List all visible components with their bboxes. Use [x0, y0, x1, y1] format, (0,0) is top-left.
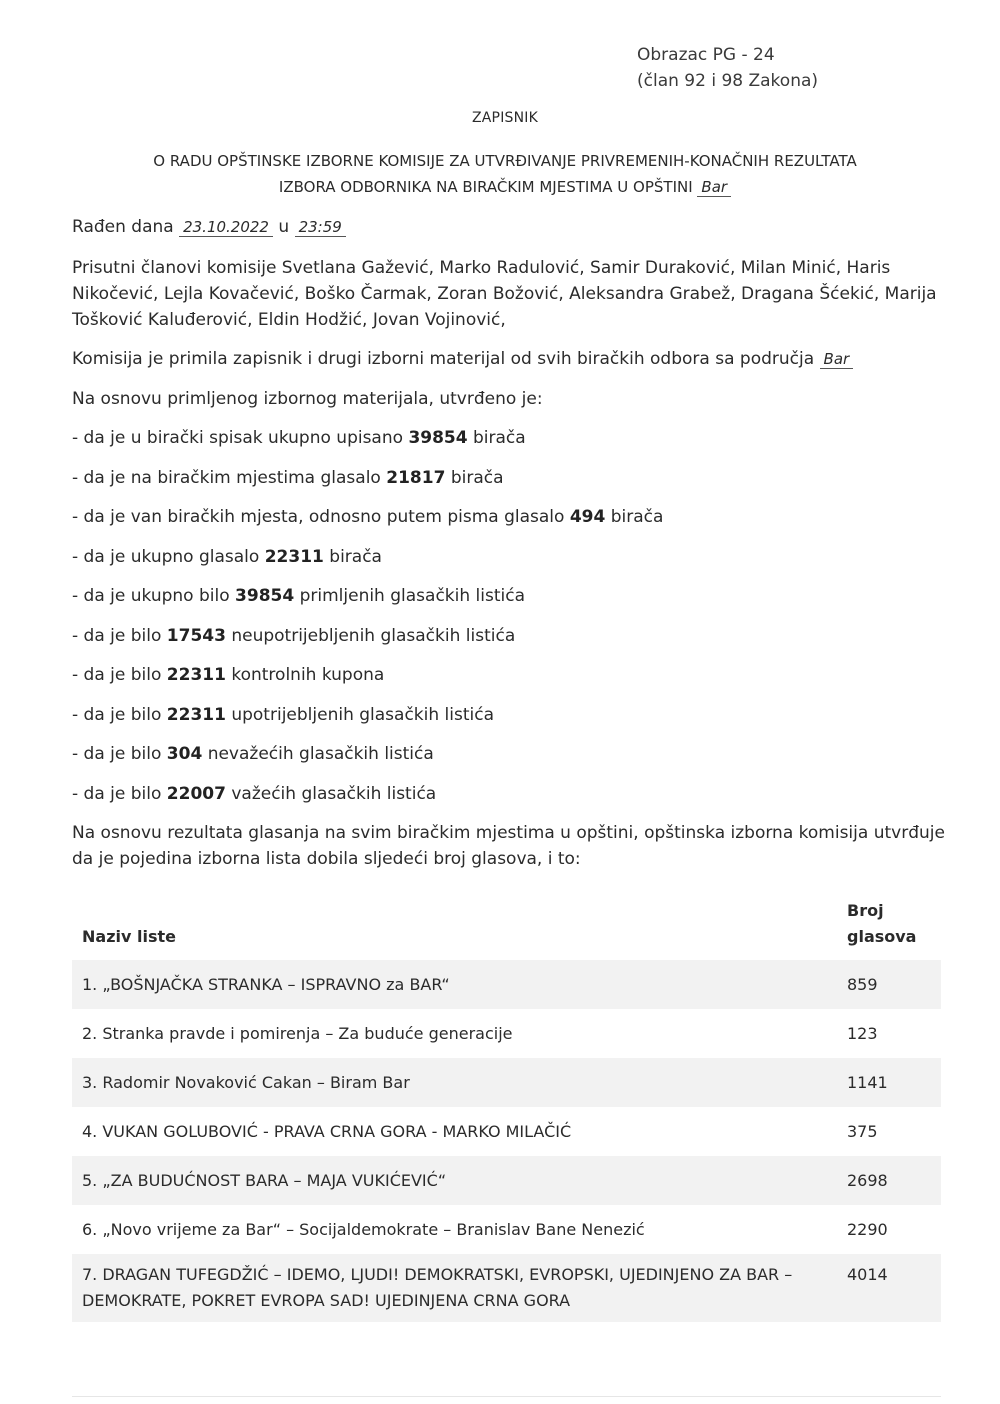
subtitle-line-1: O RADU OPŠTINSKE IZBORNE KOMISIJE ZA UTVRĐIVANJE PRIVREMENIH-KONAČNIH REZULTATA — [153, 152, 857, 170]
table-header-row — [72, 892, 941, 960]
stat-unit: neupotrijebljenih glasačkih listića — [231, 626, 516, 646]
table-row — [72, 1156, 941, 1205]
stat-unit: kontrolnih kupona — [231, 665, 385, 685]
column-header-votes-line1: Broj — [847, 901, 884, 920]
vote-count: 2698 — [837, 1156, 941, 1205]
vote-count: 123 — [847, 1023, 878, 1043]
stat-text: - da je bilo — [72, 665, 162, 685]
vote-count: 1141 — [837, 1058, 941, 1107]
stat-text: - da je ukupno bilo — [72, 586, 230, 606]
vote-count: 4014 — [837, 1254, 941, 1322]
stat-text: - da je bilo — [72, 705, 162, 725]
stat-value: 22311 — [166, 665, 226, 685]
table-row — [72, 1058, 941, 1107]
results-intro: Na osnovu rezultata glasanja na svim biračkim mjestima u opštini, opštinska izborna komisija utvrđuje da je pojedina izborna lista dobila sljedeći broj glasova, i to: — [72, 823, 945, 869]
stat-value: 304 — [166, 744, 203, 764]
table-row — [72, 1205, 941, 1254]
date-line — [72, 214, 952, 240]
list-name: 1. „BOŠNJAČKA STRANKA – ISPRAVNO za BAR“ — [72, 960, 837, 1009]
form-name: Obrazac PG - 24 — [637, 45, 775, 65]
stat-line — [72, 702, 494, 728]
table-row — [72, 1107, 941, 1156]
list-name: 4. VUKAN GOLUBOVIĆ - PRAVA CRNA GORA - MARKO MILAČIĆ — [82, 1121, 572, 1141]
results-table — [72, 892, 941, 1322]
stat-unit: birača — [450, 468, 504, 488]
vote-count: 859 — [837, 960, 941, 1009]
stat-value: 39854 — [408, 428, 468, 448]
bottom-divider — [72, 1396, 941, 1397]
table-row — [72, 1254, 941, 1322]
stat-unit: primljenih glasačkih listića — [299, 586, 525, 606]
stat-value: 22311 — [264, 547, 324, 567]
received-municipality: Bar — [820, 350, 854, 369]
date-value: 23.10.2022 — [179, 218, 273, 237]
time-prefix: u — [278, 217, 290, 237]
subtitle-line-2-prefix: IZBORA ODBORNIKA NA BIRAČKIM MJESTIMA U OPŠTINI — [278, 178, 693, 196]
stat-value: 39854 — [235, 586, 295, 606]
table-row — [72, 960, 941, 1009]
column-header-votes-line2: glasova — [847, 927, 917, 946]
list-name: 6. „Novo vrijeme za Bar“ – Socijaldemokrate – Branislav Bane Nenezić — [82, 1219, 645, 1239]
stat-text: - da je bilo — [72, 784, 162, 804]
stat-line — [72, 544, 382, 570]
stat-line — [72, 741, 434, 767]
subtitle-line-2 — [40, 174, 970, 200]
stat-value: 22311 — [166, 705, 226, 725]
time-value: 23:59 — [295, 218, 346, 237]
basis-paragraph: Na osnovu primljenog izbornog materijala, utvrđeno je: — [72, 389, 543, 409]
stat-line — [72, 662, 384, 688]
list-name: 5. „ZA BUDUĆNOST BARA – MAJA VUKIĆEVIĆ“ — [72, 1156, 837, 1205]
table-row — [72, 1009, 941, 1058]
stat-line — [72, 465, 504, 491]
stat-line — [72, 623, 515, 649]
stat-line — [72, 583, 525, 609]
stat-unit: birača — [329, 547, 382, 567]
column-header-votes — [837, 892, 941, 960]
stat-line — [72, 504, 663, 530]
vote-count: 2290 — [847, 1219, 888, 1239]
column-header-name: Naziv liste — [82, 927, 176, 946]
received-paragraph — [72, 346, 952, 372]
stat-value: 17543 — [166, 626, 226, 646]
document-title: ZAPISNIK — [471, 110, 538, 126]
received-text: Komisija je primila zapisnik i drugi izborni materijal od svih biračkih odbora sa područja — [72, 349, 815, 369]
document-subtitle — [40, 148, 970, 200]
stat-value: 22007 — [166, 784, 226, 804]
form-article: (član 92 i 98 Zakona) — [637, 71, 819, 91]
stat-text: - da je van biračkih mjesta, odnosno putem pisma glasalo — [72, 507, 565, 527]
date-prefix: Rađen dana — [72, 217, 174, 237]
stat-text: - da je bilo — [72, 626, 162, 646]
stat-unit: važećih glasačkih listića — [231, 784, 437, 804]
stat-text: - da je u birački spisak ukupno upisano — [72, 428, 404, 448]
stat-unit: birača — [473, 428, 526, 448]
stat-value: 21817 — [386, 468, 446, 488]
vote-count: 375 — [847, 1121, 878, 1141]
stat-line — [72, 781, 436, 807]
stat-line — [72, 425, 526, 451]
list-name: 2. Stranka pravde i pomirenja – Za buduće generacije — [82, 1023, 513, 1043]
list-name: 3. Radomir Novaković Cakan – Biram Bar — [72, 1058, 837, 1107]
municipality-value: Bar — [697, 178, 731, 197]
stat-text: - da je ukupno glasalo — [72, 547, 260, 567]
form-reference — [637, 42, 818, 94]
stat-unit: nevažećih glasačkih listića — [207, 744, 434, 764]
stat-value: 494 — [569, 507, 606, 527]
stat-unit: upotrijebljenih glasačkih listića — [231, 705, 494, 725]
stat-text: - da je na biračkim mjestima glasalo — [72, 468, 381, 488]
list-name: 7. DRAGAN TUFEGDŽIĆ – IDEMO, LJUDI! DEMOKRATSKI, EVROPSKI, UJEDINJENO ZA BAR – DEMOKRATE, POKRET EVROPA SAD! UJEDINJENA CRNA GORA — [72, 1254, 837, 1322]
members-paragraph: Prisutni članovi komisije Svetlana Gažević, Marko Radulović, Samir Duraković, Milan Minić, Haris Nikočević, Lejla Kovačević, Boško Čarmak, Zoran Božović, Aleksandra Grabež, Dragana Šćekić, Marija Tošković Kaluđerović, Eldin Hodžić, Jovan Vojinović, — [72, 258, 937, 330]
stat-text: - da je bilo — [72, 744, 162, 764]
stat-unit: birača — [610, 507, 664, 527]
